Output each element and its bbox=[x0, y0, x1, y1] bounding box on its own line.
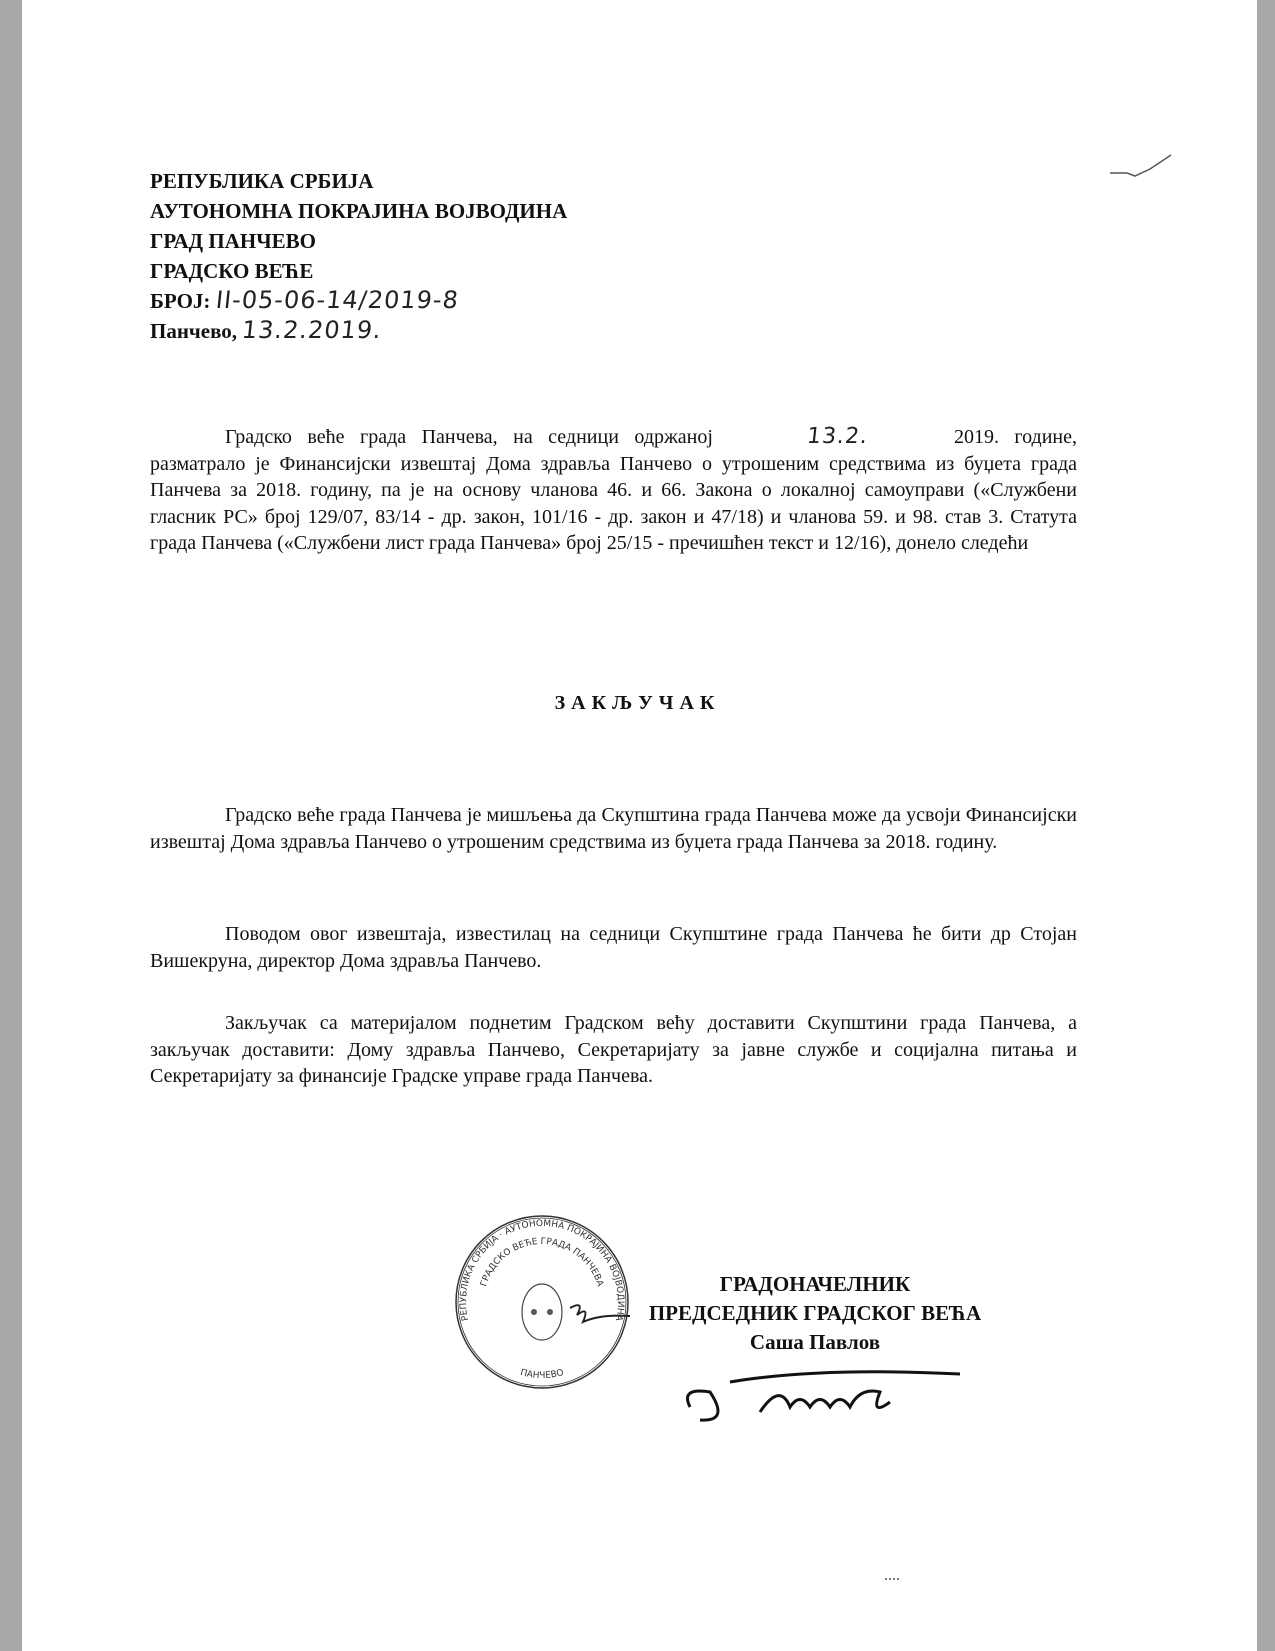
number-label: БРОЈ: bbox=[150, 289, 211, 313]
intro-text: 2019. године, разматрало је Финансијски извештај Дома здравља Панчево о утрошеним средствима из буџета града Панчева за 2018. годину, па је на основу чланова 46. и 66. Закона о локалној самоуправи («Службени гласник РС» број 129/07, 83/14 - др. закон, 101/16 - др. закон и 47/18) и чланова 59. и 98. став 3. Статута града Панчева («Службени лист града Панчева» број 25/15 - пречишћен текст и 12/16), донело следећи bbox=[150, 426, 1078, 554]
handwritten-number: II-05-06-14/2019-8 bbox=[214, 286, 461, 314]
signatory-name: Саша Павлов bbox=[749, 1330, 881, 1354]
header-line: РЕПУБЛИКА СРБИЈА bbox=[150, 169, 374, 193]
handwritten-date: 13.2.2019. bbox=[240, 316, 384, 344]
scan-speck bbox=[885, 1570, 899, 1580]
body-paragraph: Закључак са материјалом поднетим Градском већу доставити Скупштини града Панчева, а закључак доставити: Дому здравља Панчево, Секретаријату за јавне службе и социјална питања и Секретаријату за финансије Градске управе града Панчева. bbox=[150, 1012, 1077, 1087]
place-label: Панчево, bbox=[150, 319, 238, 343]
margin-pen-mark bbox=[1105, 145, 1175, 180]
document-date bbox=[150, 316, 567, 346]
document-title: ЗАКЉУЧАК bbox=[554, 692, 721, 714]
signature-block bbox=[640, 1270, 990, 1357]
header-line: ГРАДСКО ВЕЋЕ bbox=[150, 259, 314, 283]
intro-paragraph bbox=[150, 424, 1077, 557]
initials-mark bbox=[565, 1300, 635, 1330]
handwritten-session-date: 13.2. bbox=[806, 424, 870, 449]
seal-emblem-icon bbox=[522, 1284, 562, 1340]
document-header bbox=[150, 166, 567, 346]
header-line: АУТОНОМНА ПОКРАЈИНА ВОЈВОДИНА bbox=[150, 199, 568, 223]
handwritten-signature bbox=[670, 1362, 970, 1432]
document-number bbox=[150, 286, 567, 316]
body-paragraph: Градско веће града Панчева је мишљења да Скупштина града Панчева може да усвоји Финансијски извештај Дома здравља Панчево о утрошеним средствима из буџета града Панчева за 2018. годину. bbox=[150, 804, 1077, 853]
seal-outer-text: РЕПУБЛИКА СРБИЈА · АУТОНОМНА ПОКРАЈИНА ВОЈВОДИНА bbox=[458, 1218, 626, 1322]
scan-edge-left bbox=[0, 0, 22, 1651]
signatory-role: ПРЕДСЕДНИК ГРАДСКОГ ВЕЋА bbox=[648, 1301, 982, 1325]
seal-bottom-text: ПАНЧЕВО bbox=[519, 1367, 565, 1381]
scan-edge-right bbox=[1257, 0, 1275, 1651]
seal-inner-text: ГРАДСКО ВЕЋЕ ГРАДА ПАНЧЕВА bbox=[479, 1236, 605, 1288]
signatory-title: ГРАДОНАЧЕЛНИК bbox=[719, 1272, 911, 1296]
intro-text: Градско веће града Панчева, на седници одржаној bbox=[225, 426, 713, 448]
body-paragraph: Поводом овог извештаја, известилац на седници Скупштине града Панчева ће бити др Стојан Вишекруна, директор Дома здравља Панчево. bbox=[150, 923, 1077, 972]
header-line: ГРАД ПАНЧЕВО bbox=[150, 229, 316, 253]
